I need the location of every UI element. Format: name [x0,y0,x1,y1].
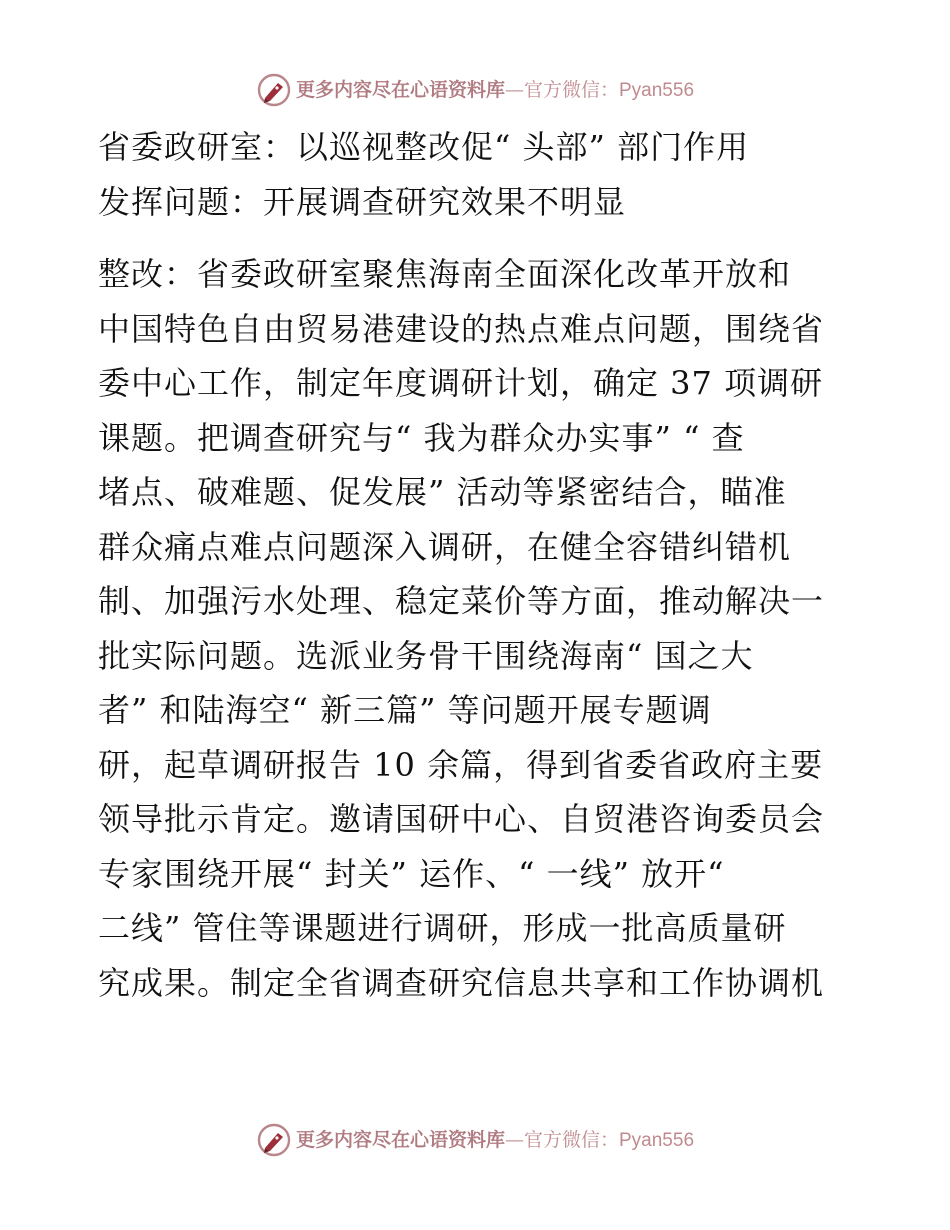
body-line: 整改：省委政研室聚焦海南全面深化改革开放和 [98,255,792,293]
document-body [98,120,858,1010]
watermark-site-text: 更多内容尽在心语资料库 [295,78,505,101]
body-line: 究成果。制定全省调查研究信息共享和工作协调机 [98,963,825,1002]
body-line: 研，起草调研报告 10 余篇，得到省委省政府主要 [98,745,824,784]
watermark-wechat-id: Pyan556 [619,79,695,101]
title-line: 发挥问题：开展调查研究效果不明显 [98,182,627,221]
body-line: 专家围绕开展“ 封关” 运作、“ 一线” 放开“ [98,854,725,893]
body-line: 课题。把调查研究与“ 我为群众办实事” “ 查 [98,418,745,457]
pen-nib-logo-icon [256,72,292,108]
watermark-wechat-label: 官方微信： [523,78,619,101]
body-line: 委中心工作，制定年度调研计划，确定 37 项调研 [98,364,824,402]
paragraph-gap [98,229,858,247]
watermark-wechat-id: Pyan556 [619,1129,695,1151]
watermark-separator: — [504,1128,524,1151]
header-watermark [0,70,950,110]
body-line: 领导批示肯定。邀请国研中心、自贸港咨询委员会 [98,800,825,838]
body-line: 中国特色自由贸易港建设的热点难点问题，围绕省 [98,309,825,348]
body-line: 群众痛点难点问题深入调研，在健全容错纠错机 [98,527,792,566]
watermark-site-text: 更多内容尽在心语资料库 [295,1128,505,1151]
pen-nib-logo-icon [256,1122,292,1158]
body-line: 批实际问题。选派业务骨干围绕海南“ 国之大 [98,636,754,675]
body-line: 堵点、破难题、促发展” 活动等紧密结合，瞄准 [98,473,787,511]
footer-watermark [0,1120,950,1160]
title-line: 省委政研室：以巡视整改促“ 头部” 部门作用 [98,128,750,166]
watermark-wechat-label: 官方微信： [523,1128,619,1151]
body-line: 制、加强污水处理、稳定菜价等方面，推动解决一 [98,582,825,620]
body-line: 者” 和陆海空“ 新三篇” 等问题开展专题调 [98,691,712,729]
watermark-separator: — [504,78,524,101]
body-line: 二线” 管住等课题进行调研，形成一批高质量研 [98,909,787,947]
